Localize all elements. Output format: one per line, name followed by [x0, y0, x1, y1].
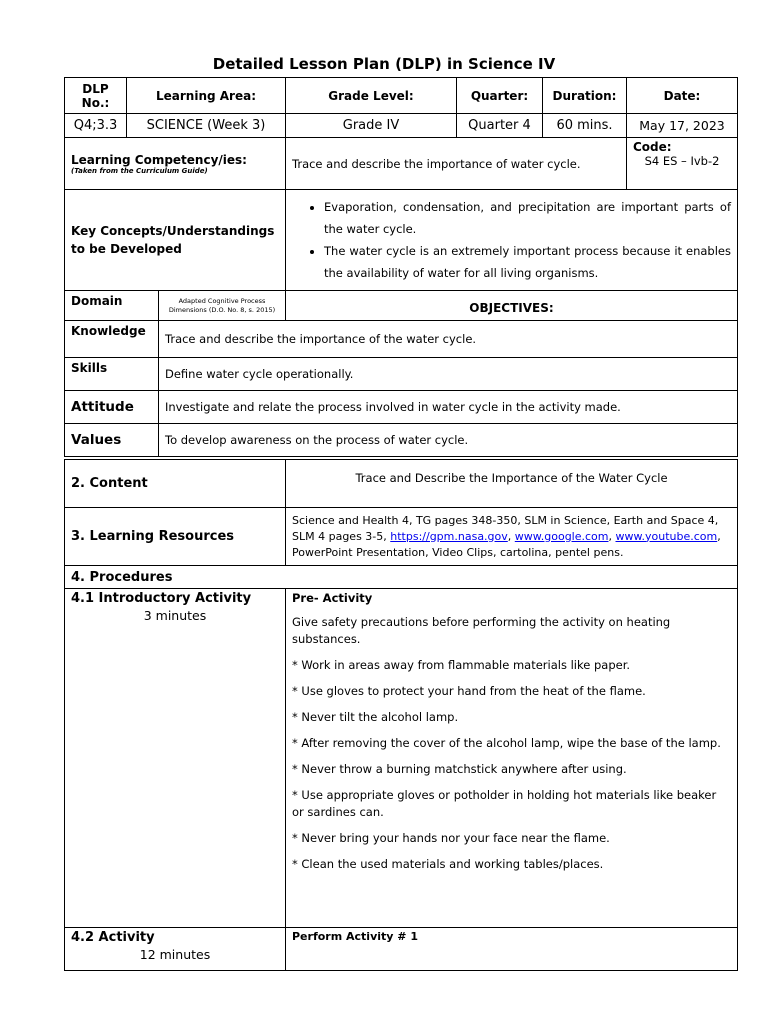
domain-note: Adapted Cognitive Process Dimensions (D.O. No. 8, s. 2015) — [159, 291, 286, 321]
skills-text: Define water cycle operationally. — [159, 358, 738, 391]
attitude-text: Investigate and relate the process involved in water cycle in the activity made. — [159, 391, 738, 424]
key-concept-item: • The water cycle is an extremely important process because it enables the availability of water for all living organisms. — [324, 240, 731, 284]
content-text: Trace and Describe the Importance of the Water Cycle — [286, 460, 738, 508]
value-learning-area: SCIENCE (Week 3) — [127, 114, 286, 138]
procedures-table — [64, 459, 738, 971]
activity-heading: Perform Activity # 1 — [286, 928, 738, 971]
precaution-line: * Work in areas away from flammable materials like paper. — [292, 658, 631, 672]
pre-activity-heading: Pre- Activity — [292, 591, 373, 605]
link-google[interactable]: www.google.com — [514, 529, 609, 543]
introductory-label: 4.1 Introductory Activity — [71, 591, 252, 606]
competency-label: Learning Competency/ies: — [71, 152, 247, 167]
precaution-line: * Never tilt the alcohol lamp. — [292, 710, 459, 724]
header-duration: Duration: — [543, 78, 627, 114]
introductory-content — [286, 589, 738, 928]
key-concepts-cell — [286, 190, 738, 291]
code-label: Code: — [633, 140, 672, 154]
values-text: To develop awareness on the process of water cycle. — [159, 424, 738, 457]
precaution-line: * Use appropriate gloves or potholder in holding hot materials like beaker or sardines can. — [292, 788, 717, 819]
link-youtube[interactable]: www.youtube.com — [615, 529, 718, 543]
competency-note: (Taken from the Curriculum Guide) — [71, 166, 208, 175]
objectives-label: OBJECTIVES: — [286, 291, 738, 321]
value-quarter: Quarter 4 — [457, 114, 543, 138]
resources-cell — [286, 508, 738, 566]
header-learning-area: Learning Area: — [127, 78, 286, 114]
skills-label: Skills — [65, 358, 159, 391]
link-nasa[interactable]: https://gpm.nasa.gov — [390, 529, 508, 543]
activity-time: 12 minutes — [139, 947, 211, 962]
page-title: Detailed Lesson Plan (DLP) in Science IV — [212, 55, 556, 73]
precaution-line: * After removing the cover of the alcohol lamp, wipe the base of the lamp. — [292, 736, 721, 750]
resources-separator: , — [608, 529, 616, 543]
competency-text: Trace and describe the importance of water cycle. — [286, 138, 627, 190]
domain-label: Domain — [65, 291, 159, 321]
precaution-line: Give safety precautions before performing the activity on heating substances. — [292, 615, 671, 646]
procedures-label: 4. Procedures — [65, 566, 738, 589]
attitude-label: Attitude — [65, 391, 159, 424]
competency-table — [64, 137, 738, 190]
resources-text: Science and Health 4, TG pages 348-350, SLM in Science, Earth and Space 4, SLM 4 pages 3-5, — [292, 513, 719, 543]
value-dlp-no: Q4;3.3 — [65, 114, 127, 138]
value-duration: 60 mins. — [543, 114, 627, 138]
precaution-line: * Clean the used materials and working tables/places. — [292, 857, 604, 871]
resources-label: 3. Learning Resources — [65, 508, 286, 566]
precaution-line: * Never bring your hands nor your face near the flame. — [292, 831, 610, 845]
header-quarter: Quarter: — [457, 78, 543, 114]
activity-label: 4.2 Activity — [71, 930, 155, 945]
competency-label-cell — [65, 138, 286, 190]
header-grade-level: Grade Level: — [286, 78, 457, 114]
code-value: S4 ES – Ivb-2 — [644, 154, 720, 168]
content-label: 2. Content — [65, 460, 286, 508]
code-cell — [627, 138, 738, 190]
resources-separator: , — [507, 529, 515, 543]
value-date: May 17, 2023 — [627, 114, 738, 138]
activity-cell — [65, 928, 286, 971]
knowledge-text: Trace and describe the importance of the water cycle. — [159, 321, 738, 358]
header-dlp-no: DLP No.: — [65, 78, 127, 114]
resources-text-end: , PowerPoint Presentation, Video Clips, cartolina, pentel pens. — [292, 529, 721, 559]
knowledge-label: Knowledge — [65, 321, 159, 358]
precaution-line: * Use gloves to protect your hand from the heat of the flame. — [292, 684, 646, 698]
header-table — [64, 77, 738, 138]
key-concepts-label: Key Concepts/Understandings to be Developed — [65, 190, 286, 291]
header-date: Date: — [627, 78, 738, 114]
concepts-table — [64, 189, 738, 457]
introductory-time: 3 minutes — [143, 608, 207, 623]
precaution-line: * Never throw a burning matchstick anywhere after using. — [292, 762, 627, 776]
key-concept-item: • Evaporation, condensation, and precipitation are important parts of the water cycle. — [324, 196, 731, 240]
introductory-cell — [65, 589, 286, 928]
value-grade-level: Grade IV — [286, 114, 457, 138]
values-label: Values — [65, 424, 159, 457]
